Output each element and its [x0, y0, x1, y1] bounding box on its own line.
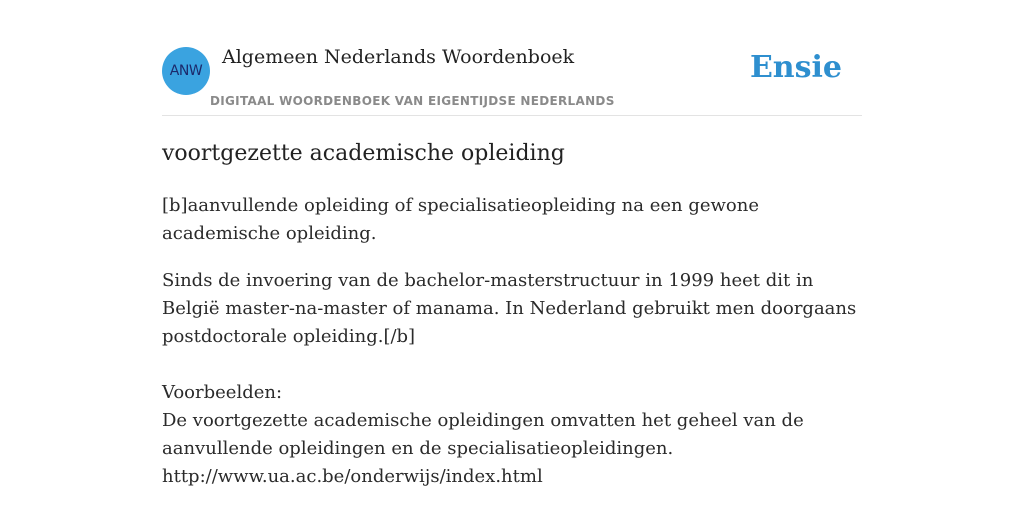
examples-section [162, 379, 862, 491]
entry-note: Sinds de invoering van de bachelor-masterstructuur in 1999 heet dit in België master-na-master of manama. In Nederland gebruikt men doorgaans postdoctorale opleiding.[/b] [162, 270, 857, 347]
site-title[interactable]: Algemeen Nederlands Woordenboek [222, 46, 575, 68]
entry-definition: [b]aanvullende opleiding of specialisatieopleiding na een gewone academische opleiding. [162, 195, 759, 244]
site-header [162, 44, 862, 116]
example-text: De voortgezette academische opleidingen omvatten het geheel van de aanvullende opleidingen en de specialisatieopleidingen. [162, 410, 804, 459]
anw-logo[interactable]: ANW [162, 47, 210, 95]
example-source: http://www.ua.ac.be/onderwijs/index.html [162, 466, 543, 487]
entry-headword: voortgezette academische opleiding [162, 141, 565, 166]
entry-content [162, 138, 862, 491]
ensie-brand-link[interactable]: Ensie [749, 50, 842, 85]
examples-heading: Voorbeelden: [162, 382, 283, 403]
site-subtitle: DIGITAAL WOORDENBOEK VAN EIGENTIJDSE NEDERLANDS [210, 94, 615, 108]
